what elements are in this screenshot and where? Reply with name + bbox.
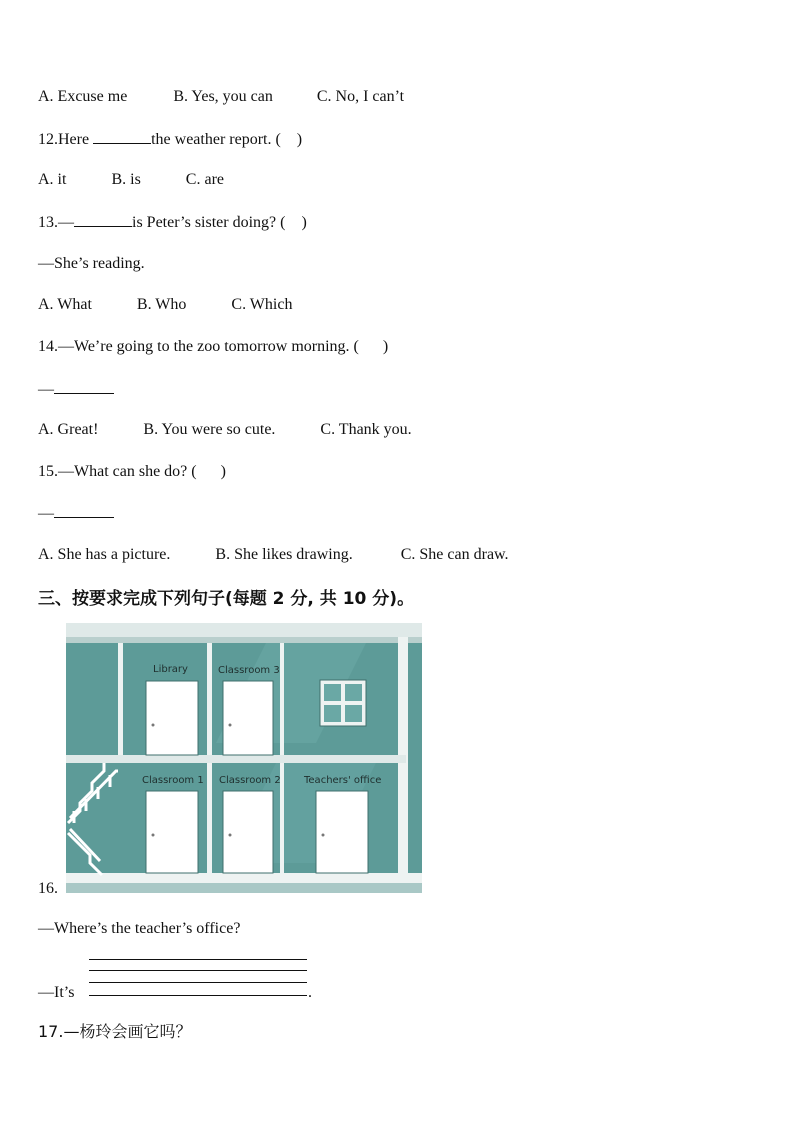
q14-question: 14.—We’re going to the zoo tomorrow morning. ( ) (38, 338, 389, 355)
q16-answer-line-3[interactable] (89, 982, 307, 983)
q13-prefix: 13.— (38, 214, 74, 231)
q16-question: —Where’s the teacher’s office? (38, 920, 241, 937)
q14-option-a: A. Great! (38, 421, 99, 438)
window (320, 680, 366, 726)
q12-prefix: 12.Here (38, 131, 94, 148)
q15-options (38, 545, 509, 565)
q16-answer-line-1[interactable] (89, 959, 307, 960)
q14-reply-dash: — (38, 381, 54, 398)
q13-question (38, 212, 307, 233)
q14-options (38, 420, 412, 440)
q15-option-a: A. She has a picture. (38, 546, 171, 563)
q11-option-a: A. Excuse me (38, 88, 128, 105)
school-building-picture (66, 623, 422, 893)
q17-question: 17.—杨玲会画它吗？ (38, 1022, 192, 1041)
classroom3-door (223, 681, 273, 755)
q15-option-c: C. She can draw. (400, 546, 509, 563)
q13-options (38, 295, 292, 315)
label-teachers-office: Teachers' office (304, 775, 382, 786)
label-classroom3: Classroom 3 (218, 665, 280, 676)
q11-options (38, 87, 404, 107)
q13-option-c: C. Which (231, 296, 293, 313)
q15-question: 15.—What can she do? ( ) (38, 463, 226, 480)
lower-partition-1 (207, 763, 212, 875)
label-classroom1: Classroom 1 (142, 775, 204, 786)
q15-option-b: B. She likes drawing. (215, 546, 353, 563)
q16-answer-line-2[interactable] (89, 970, 307, 971)
q14-option-b: B. You were so cute. (143, 421, 276, 438)
q11-option-b: B. Yes, you can (173, 88, 273, 105)
q13-reply: —She’s reading. (38, 255, 145, 272)
classroom1-door (146, 791, 198, 873)
teachers-office-door (316, 791, 368, 873)
ground-floor-line (66, 873, 422, 883)
q12-question (38, 129, 302, 150)
label-library: Library (153, 664, 188, 675)
library-door (146, 681, 198, 755)
q13-answer-blank[interactable] (74, 212, 132, 227)
upper-partition-3 (280, 643, 284, 755)
q15-reply-line (38, 503, 114, 524)
upper-partition-2 (207, 643, 212, 755)
q12-options (38, 170, 224, 190)
q12-text: the weather report. ( ) (151, 131, 303, 148)
q12-option-a: A. it (38, 171, 67, 188)
floor-divider (66, 755, 406, 763)
q14-reply-line (38, 379, 114, 400)
q13-option-b: B. Who (136, 296, 187, 313)
q11-option-c: C. No, I can’t (316, 88, 405, 105)
q14-option-c: C. Thank you. (320, 421, 412, 438)
section-3-heading: 三、按要求完成下列句子(每题 2 分, 共 10 分)。 (38, 589, 415, 609)
q16-answer-prefix: —It’s (38, 984, 75, 1001)
q12-answer-blank[interactable] (93, 129, 151, 144)
q15-reply-dash: — (38, 505, 54, 522)
q16-answer-period: . (308, 984, 312, 1001)
classroom2-door (223, 791, 273, 873)
q12-option-b: B. is (111, 171, 141, 188)
q14-answer-blank[interactable] (54, 379, 114, 394)
q15-answer-blank[interactable] (54, 503, 114, 518)
q13-option-a: A. What (38, 296, 92, 313)
label-classroom2: Classroom 2 (219, 775, 281, 786)
q16-number: 16. (38, 880, 58, 897)
q16-answer-line-4[interactable] (89, 995, 307, 996)
q12-option-c: C. are (185, 171, 224, 188)
q13-text: is Peter’s sister doing? ( ) (132, 214, 307, 231)
upper-partition-1 (118, 643, 123, 755)
